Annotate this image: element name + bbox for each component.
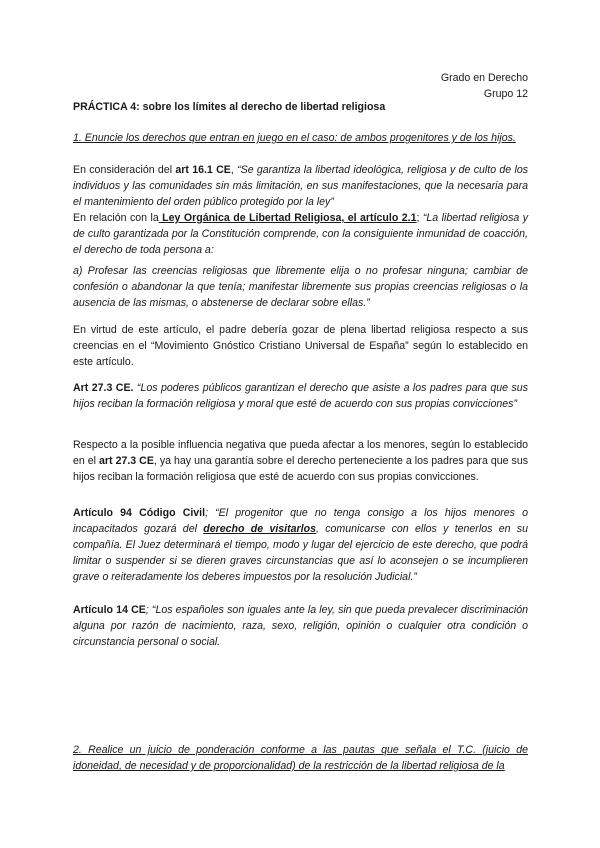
- ref-art-27-3: Art 27.3 CE.: [73, 382, 134, 394]
- ref-art-16-1: art 16.1 CE: [175, 164, 231, 176]
- paragraph-lolr-2-1: En relación con la Ley Orgánica de Libertad Religiosa, el artículo 2.1; “La libertad religiosa y de culto garantizada por la Constitución comprende, con la consiguiente inmunidad de coacción, el derecho de toda persona a:: [73, 212, 528, 256]
- degree-label: Grado en Derecho: [440, 72, 528, 84]
- ref-art-14-ce: Artículo 14 CE: [73, 604, 146, 616]
- paragraph-art-14-ce: Artículo 14 CE; “Los españoles son iguales ante la ley, sin que pueda prevalecer discriminación alguna por razón de nacimiento, raza, sexo, religión, opinión o cualquier otra condición o circunstancia personal o social.: [73, 604, 528, 648]
- ref-art-27-3-b: art 27.3 CE: [99, 455, 154, 467]
- derecho-visitarlos-link: derecho de visitarlos: [203, 523, 316, 535]
- ref-lolr-2-1: Ley Orgánica de Libertad Religiosa, el artículo 2.1: [158, 212, 417, 224]
- paragraph-father-freedom: En virtud de este artículo, el padre debería gozar de plena libertad religiosa respecto a sus creencias en el “Movimiento Gnóstico Cristiano Universal de España” según lo establecido en este artículo.: [73, 324, 528, 368]
- document-title: PRÁCTICA 4: sobre los límites al derecho de libertad religiosa: [73, 101, 386, 113]
- paragraph-lolr-2-1-a: a) Profesar las creencias religiosas que libremente elija o no profesar ninguna; cambiar de confesión o abandonar la que tenía; manifestar libremente sus propias creencias religiosas o la ausencia de las mismas, o abstenerse de declarar sobre ellas.”: [73, 265, 528, 309]
- ref-art-94-cc: Artículo 94 Código Civil: [73, 507, 206, 519]
- paragraph-minors-influence: Respecto a la posible influencia negativa que pueda afectar a los menores, según lo establecido en el art 27.3 CE, ya hay una garantía sobre el derecho perteneciente a los padres para que sus hijos reciban la formación religiosa que esté de acuerdo con sus propias convicciones.: [73, 439, 529, 483]
- paragraph-art-94-cc: Artículo 94 Código Civil; “El progenitor que no tenga consigo a los hijos menores o incapacitados gozará del derecho de visitarlos, comunicarse con ellos y tenerlos en su compañía. El Juez determinará el tiempo, modo y lugar del ejercicio de este derecho, que podrá limitar o suspender si se dieren graves circunstancias que así lo aconsejen o se incumplieren grave o reiteradamente los deberes impuestos por la resolución Judicial.”: [73, 507, 528, 583]
- question-2: 2. Realice un juicio de ponderación conforme a las pautas que señala el T.C. (juicio de idoneidad, de necesidad y de proporcionalidad) de la restricción de la libertad religiosa de la: [73, 744, 528, 772]
- paragraph-art-16-1: En consideración del art 16.1 CE, “Se garantiza la libertad ideológica, religiosa y de culto de los individuos y las comunidades sin más limitación, en sus manifestaciones, que la necesaria para el mantenimiento del orden público protegido por la ley”: [73, 164, 529, 208]
- group-label: Grupo 12: [483, 88, 528, 100]
- paragraph-art-27-3: Art 27.3 CE. “Los poderes públicos garantizan el derecho que asiste a los padres para que sus hijos reciban la formación religiosa y moral que esté de acuerdo con sus propias convicciones”: [73, 382, 528, 410]
- question-1: 1. Enuncie los derechos que entran en juego en el caso: de ambos progenitores y de los hijos.: [73, 132, 516, 144]
